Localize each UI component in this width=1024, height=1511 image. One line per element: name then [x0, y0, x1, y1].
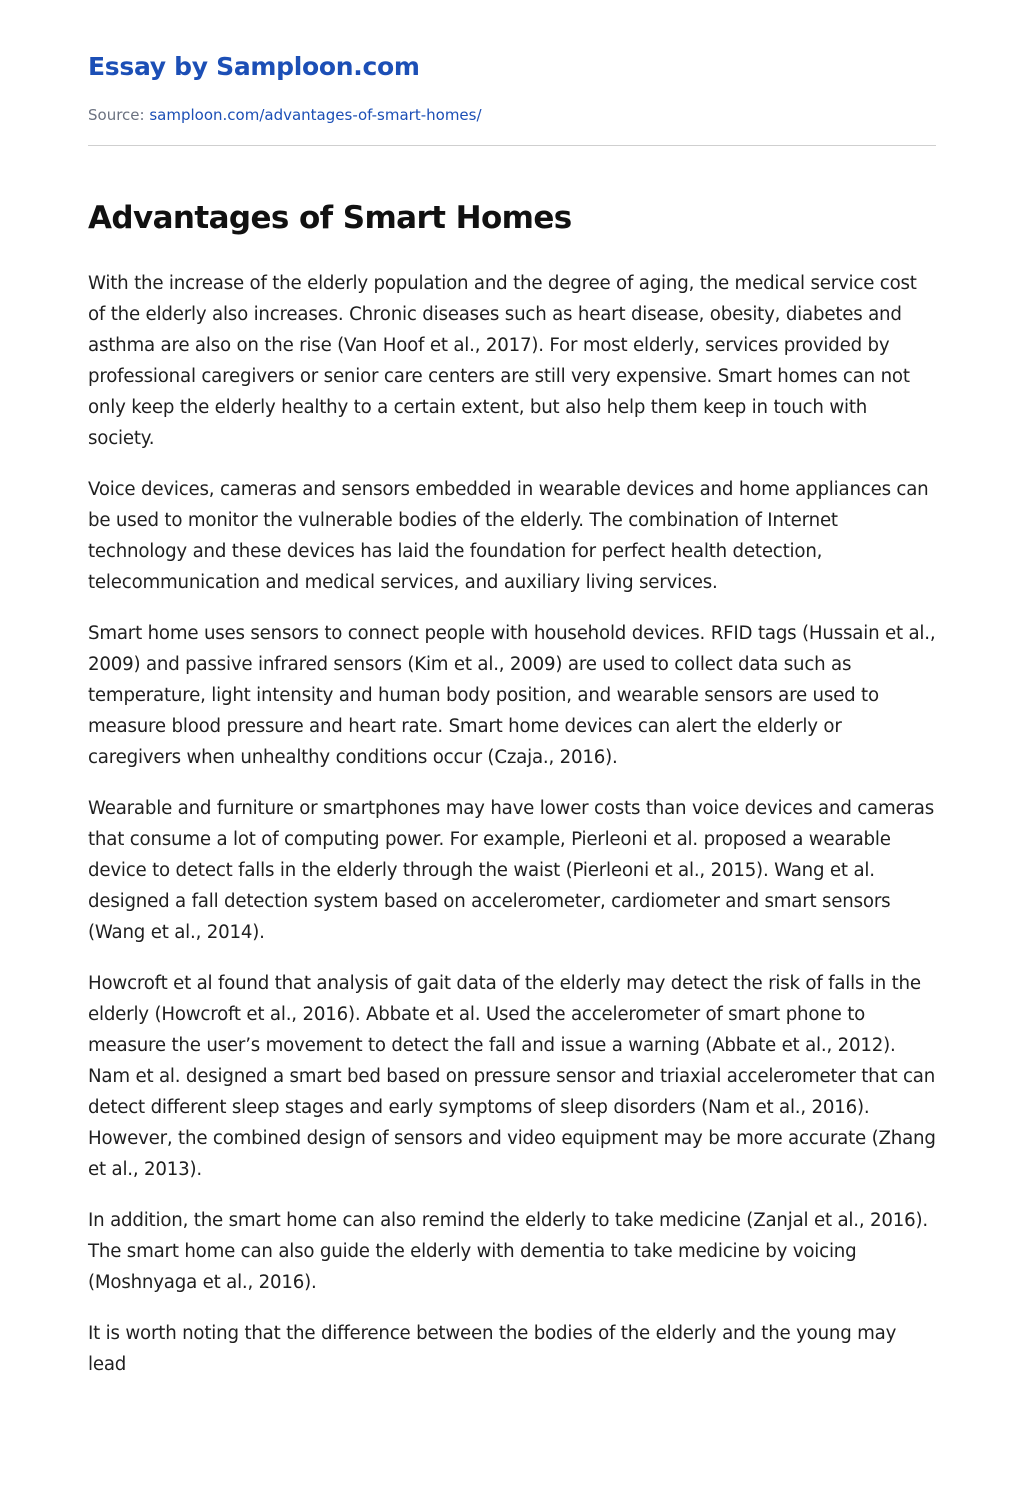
essay-body — [88, 268, 936, 1400]
essay-paragraph: Smart home uses sensors to connect people with household devices. RFID tags (Hussain et al., 2009) and passive infrared sensors (Kim et al., 2009) are used to collect data such as temperature, light intensity and human body position, and wearable sensors are used to measure blood pressure and heart rate. Smart home devices can alert the elderly or caregivers when unhealthy conditions occur (Czaja., 2016). — [88, 623, 936, 768]
essay-paragraph: Wearable and furniture or smartphones may have lower costs than voice devices and cameras that consume a lot of computing power. For example, Pierleoni et al. proposed a wearable device to detect falls in the elderly through the waist (Pierleoni et al., 2015). Wang et al. designed a fall detection system based on accelerometer, cardiometer and smart sensors (Wang et al., 2014). — [88, 798, 934, 943]
source-label: Source: — [88, 106, 145, 124]
site-brand: Essay by Samploon.com — [88, 52, 420, 81]
essay-paragraph: With the increase of the elderly population and the degree of aging, the medical service cost of the elderly also increases. Chronic diseases such as heart disease, obesity, diabetes and asthma are also on the rise (Van Hoof et al., 2017). For most elderly, services provided by professional caregivers or senior care centers are still very expensive. Smart homes can not only keep the elderly healthy to a certain extent, but also help them keep in touch with society. — [88, 273, 917, 449]
essay-paragraph: It is worth noting that the difference between the bodies of the elderly and the young may lead — [88, 1323, 897, 1375]
header-divider — [88, 145, 936, 146]
source-link[interactable]: samploon.com/advantages-of-smart-homes/ — [149, 106, 482, 124]
essay-paragraph: In addition, the smart home can also remind the elderly to take medicine (Zanjal et al., 2016). The smart home can also guide the elderly with dementia to take medicine by voicing (Moshnyaga et al., 2016). — [88, 1210, 928, 1293]
essay-paragraph: Voice devices, cameras and sensors embedded in wearable devices and home appliances can be used to monitor the vulnerable bodies of the elderly. The combination of Internet technology and these devices has laid the foundation for perfect health detection, telecommunication and medical services, and auxiliary living services. — [88, 479, 929, 593]
essay-paragraph: Howcroft et al found that analysis of gait data of the elderly may detect the risk of falls in the elderly (Howcroft et al., 2016). Abbate et al. Used the accelerometer of smart phone to measure the user’s movement to detect the fall and issue a warning (Abbate et al., 2012). Nam et al. designed a smart bed based on pressure sensor and triaxial accelerometer that can detect different sleep stages and early symptoms of sleep disorders (Nam et al., 2016). However, the combined design of sensors and video equipment may be more accurate (Zhang et al., 2013). — [88, 973, 936, 1180]
source-line — [88, 106, 482, 124]
essay-title: Advantages of Smart Homes — [88, 200, 572, 236]
